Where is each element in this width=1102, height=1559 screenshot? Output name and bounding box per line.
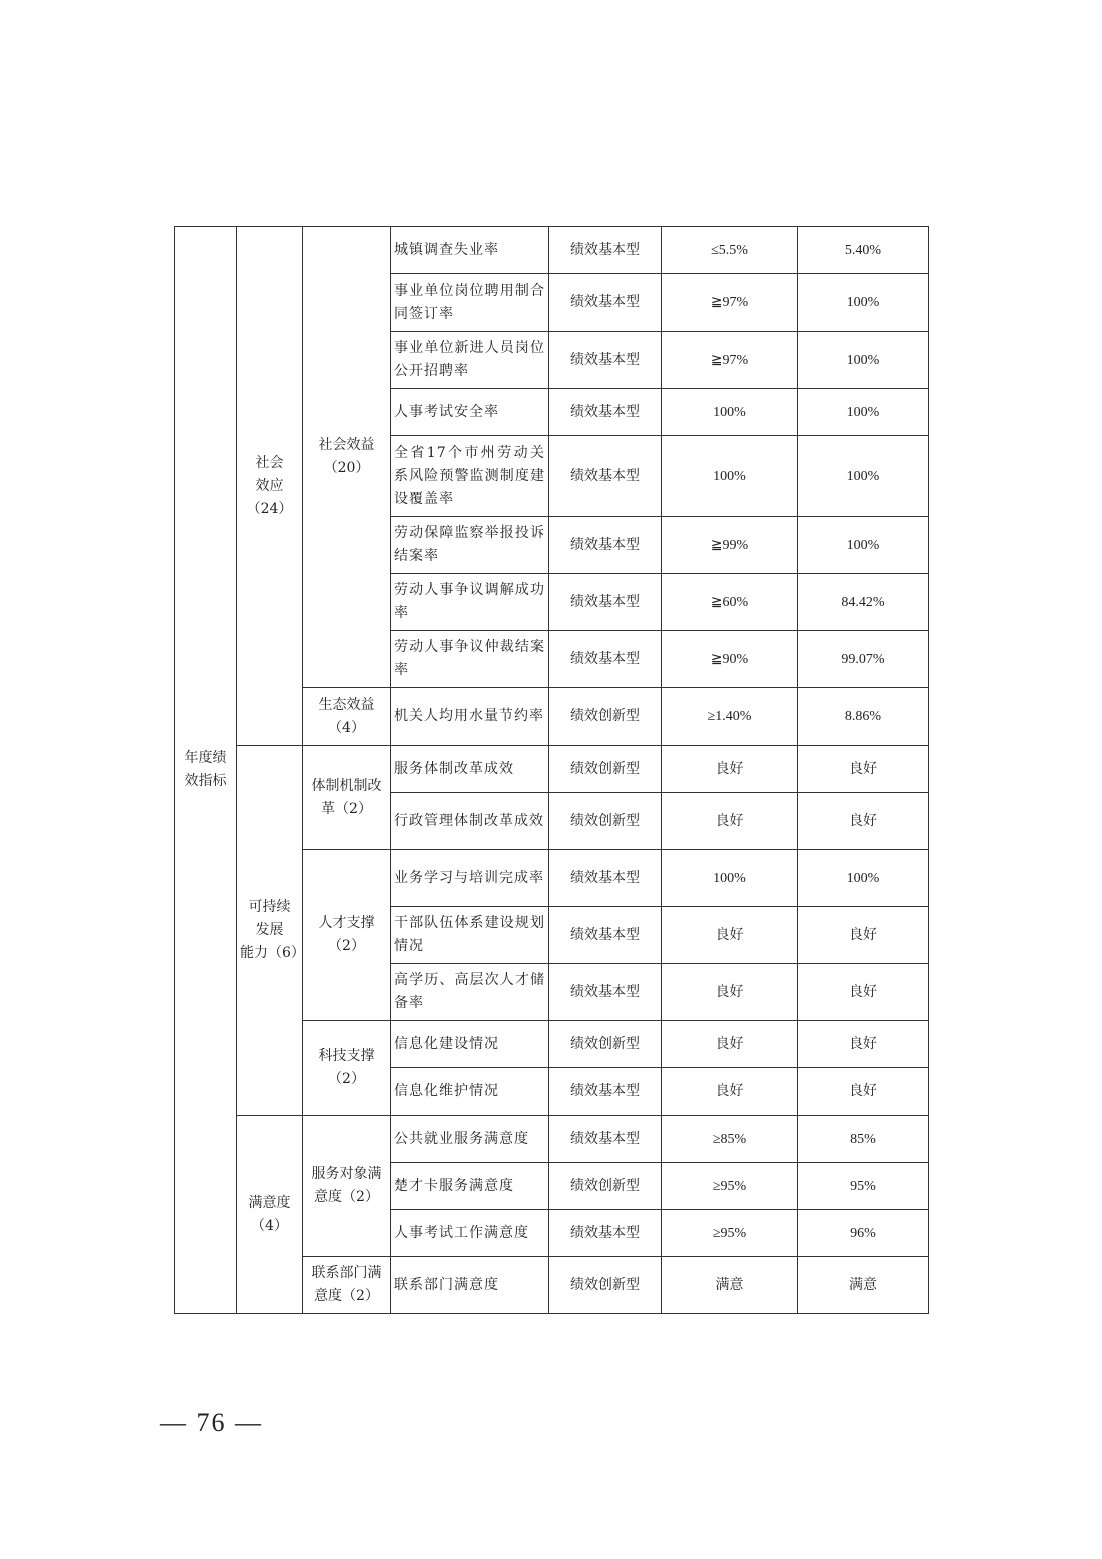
table-row: [175, 746, 929, 793]
target-value: ≥85%: [662, 1116, 798, 1163]
target-value: ≧60%: [662, 574, 798, 631]
performance-indicator-table: [174, 226, 929, 1314]
indicator-name: 联系部门满意度: [391, 1257, 549, 1314]
indicator-name: 事业单位岗位聘用制合同签订率: [391, 274, 549, 332]
indicator-type: 绩效基本型: [549, 332, 662, 389]
indicator-type: 绩效创新型: [549, 688, 662, 746]
level3-category: 联系部门满 意度（2）: [303, 1257, 391, 1314]
level3-category: 服务对象满 意度（2）: [303, 1116, 391, 1257]
actual-value: 100%: [798, 436, 929, 517]
actual-value: 满意: [798, 1257, 929, 1314]
actual-value: 100%: [798, 850, 929, 907]
indicator-type: 绩效创新型: [549, 1257, 662, 1314]
target-value: 100%: [662, 850, 798, 907]
indicator-type: 绩效基本型: [549, 436, 662, 517]
indicator-name: 劳动人事争议仲裁结案率: [391, 631, 549, 688]
level3-category: 生态效益 （4）: [303, 688, 391, 746]
target-value: ≥95%: [662, 1163, 798, 1210]
actual-value: 100%: [798, 332, 929, 389]
indicator-name: 人事考试工作满意度: [391, 1210, 549, 1257]
indicator-type: 绩效基本型: [549, 1210, 662, 1257]
target-value: ≧90%: [662, 631, 798, 688]
indicator-name: 信息化建设情况: [391, 1021, 549, 1068]
target-value: 良好: [662, 907, 798, 964]
actual-value: 100%: [798, 517, 929, 574]
actual-value: 85%: [798, 1116, 929, 1163]
target-value: ≧97%: [662, 332, 798, 389]
indicator-name: 全省17个市州劳动关系风险预警监测制度建设覆盖率: [391, 436, 549, 517]
actual-value: 95%: [798, 1163, 929, 1210]
indicator-name: 事业单位新进人员岗位公开招聘率: [391, 332, 549, 389]
actual-value: 良好: [798, 746, 929, 793]
indicator-type: 绩效基本型: [549, 274, 662, 332]
target-value: ≧97%: [662, 274, 798, 332]
indicator-type: 绩效基本型: [549, 850, 662, 907]
level2-category: 社会 效应 （24）: [237, 227, 303, 746]
indicator-type: 绩效基本型: [549, 1068, 662, 1116]
indicator-type: 绩效基本型: [549, 964, 662, 1021]
actual-value: 良好: [798, 964, 929, 1021]
indicator-name: 行政管理体制改革成效: [391, 793, 549, 850]
indicator-name: 公共就业服务满意度: [391, 1116, 549, 1163]
target-value: 良好: [662, 964, 798, 1021]
indicator-type: 绩效创新型: [549, 1163, 662, 1210]
indicator-name: 信息化维护情况: [391, 1068, 549, 1116]
target-value: 100%: [662, 389, 798, 436]
page-number: — 76 —: [160, 1408, 263, 1437]
actual-value: 良好: [798, 1021, 929, 1068]
level3-category: 体制机制改 革（2）: [303, 746, 391, 850]
indicator-name: 机关人均用水量节约率: [391, 688, 549, 746]
actual-value: 100%: [798, 274, 929, 332]
indicator-type: 绩效基本型: [549, 389, 662, 436]
indicator-name: 劳动人事争议调解成功率: [391, 574, 549, 631]
indicator-name: 城镇调查失业率: [391, 227, 549, 274]
target-value: 良好: [662, 793, 798, 850]
level2-category: 可持续 发展 能力（6）: [237, 746, 303, 1116]
actual-value: 良好: [798, 1068, 929, 1116]
indicator-type: 绩效创新型: [549, 793, 662, 850]
indicator-type: 绩效创新型: [549, 746, 662, 793]
target-value: ≥1.40%: [662, 688, 798, 746]
indicator-type: 绩效创新型: [549, 1021, 662, 1068]
level3-category: 人才支撑 （2）: [303, 850, 391, 1021]
target-value: 良好: [662, 746, 798, 793]
indicator-name: 服务体制改革成效: [391, 746, 549, 793]
table-row: [175, 227, 929, 274]
actual-value: 良好: [798, 907, 929, 964]
indicator-type: 绩效基本型: [549, 631, 662, 688]
actual-value: 84.42%: [798, 574, 929, 631]
actual-value: 8.86%: [798, 688, 929, 746]
level3-category: 科技支撑 （2）: [303, 1021, 391, 1116]
actual-value: 99.07%: [798, 631, 929, 688]
target-value: ≤5.5%: [662, 227, 798, 274]
table-row: [175, 1116, 929, 1163]
indicator-name: 高学历、高层次人才储备率: [391, 964, 549, 1021]
target-value: ≥95%: [662, 1210, 798, 1257]
actual-value: 96%: [798, 1210, 929, 1257]
target-value: ≧99%: [662, 517, 798, 574]
indicator-type: 绩效基本型: [549, 574, 662, 631]
indicator-type: 绩效基本型: [549, 227, 662, 274]
actual-value: 良好: [798, 793, 929, 850]
indicator-type: 绩效基本型: [549, 1116, 662, 1163]
indicator-name: 干部队伍体系建设规划情况: [391, 907, 549, 964]
target-value: 100%: [662, 436, 798, 517]
actual-value: 100%: [798, 389, 929, 436]
target-value: 良好: [662, 1021, 798, 1068]
indicator-name: 人事考试安全率: [391, 389, 549, 436]
indicator-type: 绩效基本型: [549, 517, 662, 574]
level3-category: 社会效益 （20）: [303, 227, 391, 688]
level1-category: 年度绩效指标: [175, 227, 237, 1314]
indicator-name: 劳动保障监察举报投诉结案率: [391, 517, 549, 574]
target-value: 满意: [662, 1257, 798, 1314]
target-value: 良好: [662, 1068, 798, 1116]
indicator-type: 绩效基本型: [549, 907, 662, 964]
level2-category: 满意度 （4）: [237, 1116, 303, 1314]
actual-value: 5.40%: [798, 227, 929, 274]
indicator-name: 楚才卡服务满意度: [391, 1163, 549, 1210]
indicator-name: 业务学习与培训完成率: [391, 850, 549, 907]
